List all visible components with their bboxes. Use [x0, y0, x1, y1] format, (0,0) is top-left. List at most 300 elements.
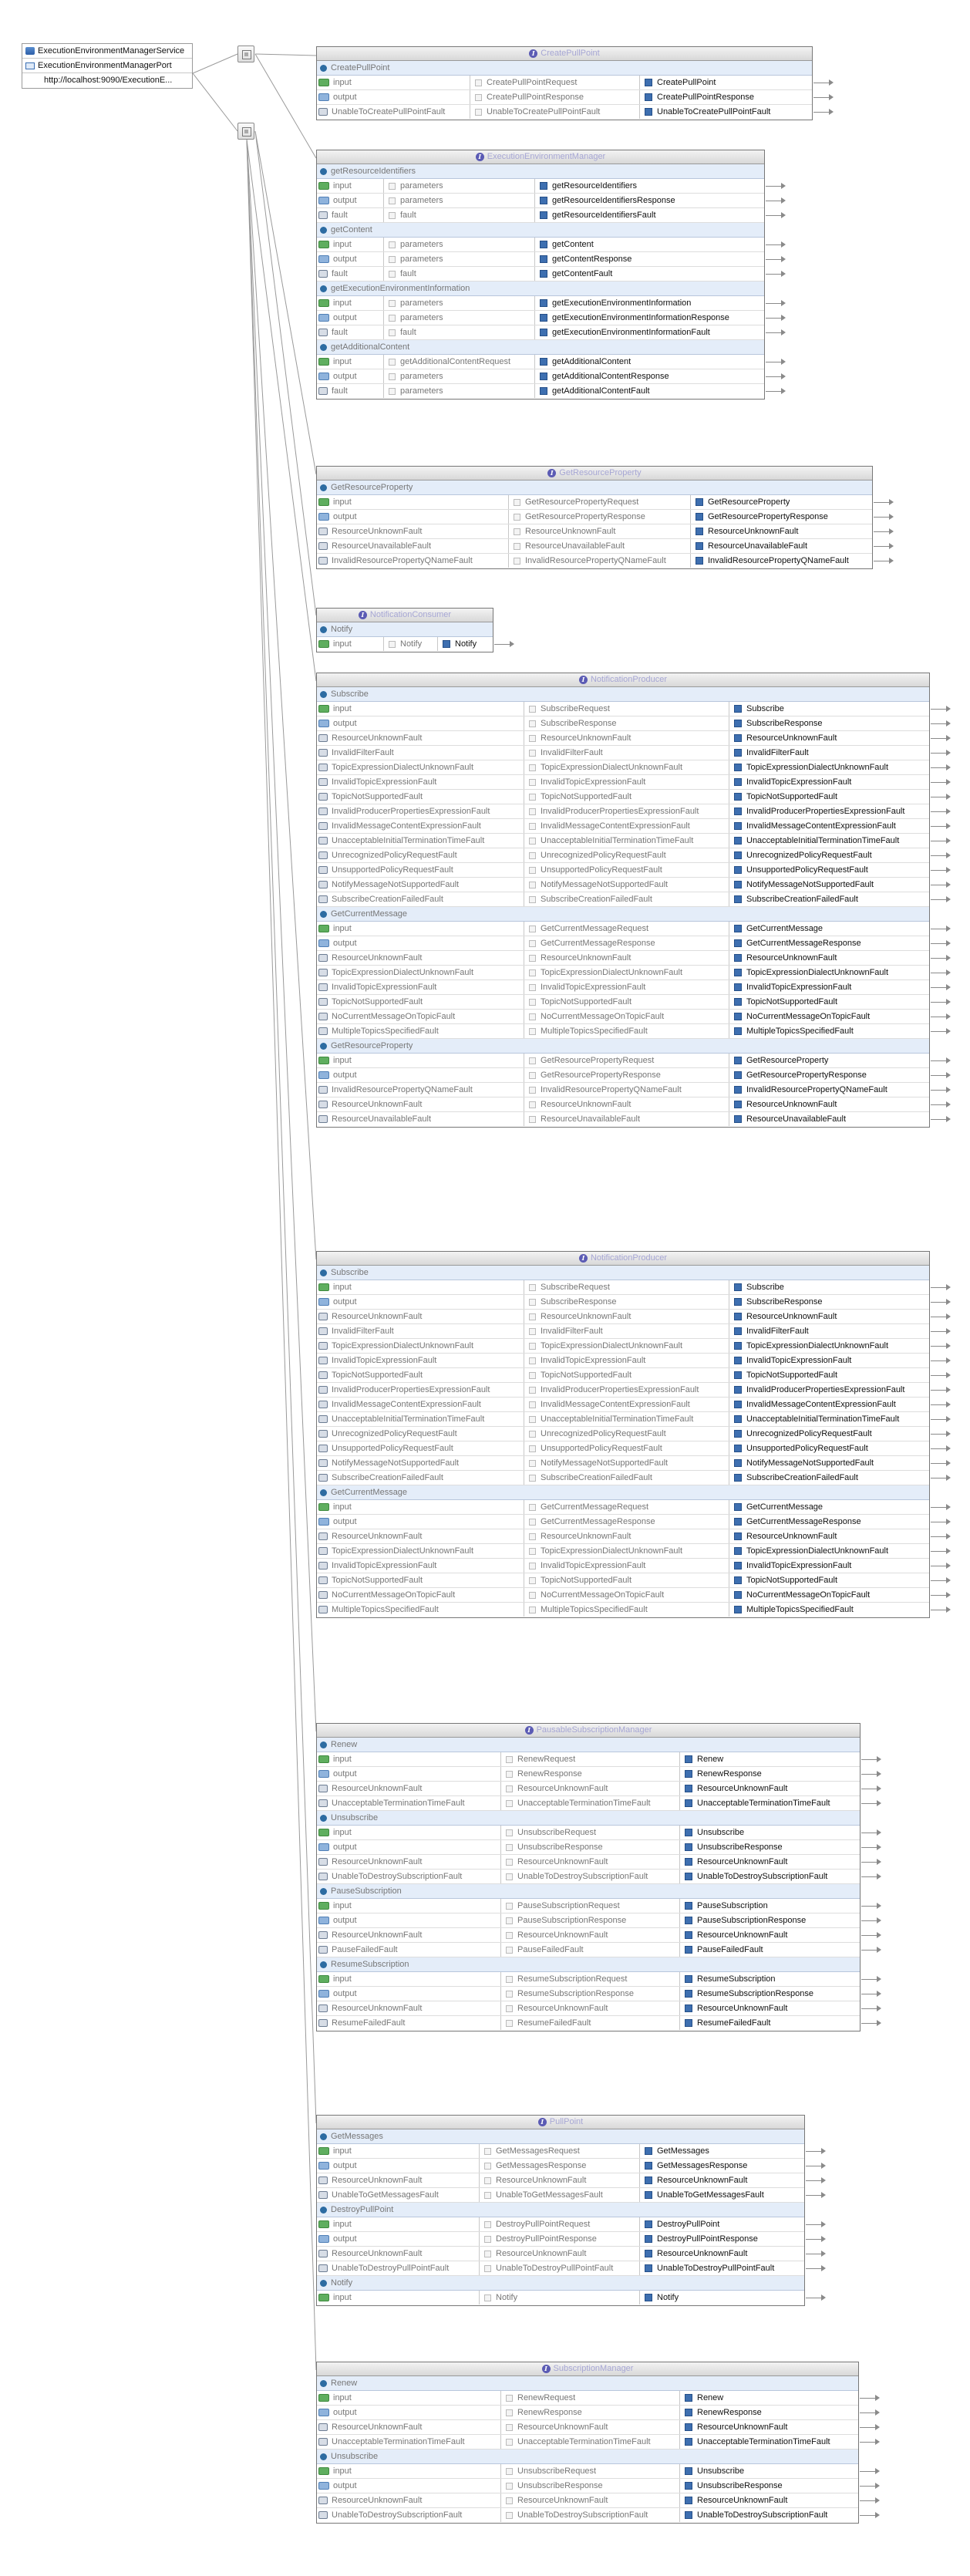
- message-row[interactable]: [317, 2173, 804, 2188]
- message-element-name: PauseFailedFault: [697, 1945, 763, 1954]
- message-row[interactable]: [317, 1083, 929, 1097]
- arrow-right-icon: [931, 1097, 951, 1111]
- message-part: [524, 775, 729, 789]
- message-row[interactable]: [317, 384, 764, 399]
- message-row[interactable]: [317, 1383, 929, 1398]
- message-row[interactable]: [317, 252, 764, 267]
- input-icon: [318, 1975, 329, 1983]
- arrow-right-icon: [861, 1855, 881, 1869]
- message-row[interactable]: [317, 2261, 804, 2276]
- input-icon: [318, 358, 329, 366]
- message-direction-label: input: [333, 704, 352, 713]
- message-row[interactable]: [317, 995, 929, 1010]
- fault-icon: [318, 1858, 328, 1866]
- fault-icon: [318, 1386, 328, 1394]
- element-icon: [540, 270, 547, 278]
- operation-name: GetMessages: [331, 2132, 383, 2141]
- message-direction: [318, 637, 382, 651]
- expand-binding-icon[interactable]: [237, 123, 254, 140]
- message-element-name: getResourceIdentifiersResponse: [552, 196, 675, 205]
- message-row[interactable]: [317, 922, 929, 936]
- message-part-name: InvalidMessageContentExpressionFault: [541, 1400, 690, 1409]
- message-element-name: getContentResponse: [552, 255, 632, 264]
- message-direction-label: TopicExpressionDialectUnknownFault: [332, 1546, 474, 1556]
- message-row[interactable]: [317, 2479, 858, 2493]
- message-element-name: UnableToDestroySubscriptionFault: [697, 2510, 828, 2520]
- message-part: [479, 2159, 639, 2173]
- message-element-name: Subscribe: [746, 1283, 784, 1292]
- message-row[interactable]: [317, 1913, 860, 1928]
- element-icon: [734, 925, 742, 932]
- operation-row[interactable]: [317, 480, 872, 495]
- element-icon: [685, 1917, 692, 1924]
- message-direction: [318, 1767, 499, 1781]
- message-part: [524, 966, 729, 979]
- message-row[interactable]: [317, 208, 764, 223]
- message-row[interactable]: [317, 105, 812, 120]
- arrow-right-icon: [766, 355, 786, 369]
- operation-row[interactable]: [317, 1884, 860, 1899]
- message-row[interactable]: [317, 2420, 858, 2435]
- element-icon: [540, 197, 547, 204]
- operation-row[interactable]: [317, 223, 764, 238]
- message-part: [500, 2406, 679, 2419]
- message-part-name: SubscribeCreationFailedFault: [541, 895, 652, 904]
- message-direction-label: UnsupportedPolicyRequestFault: [332, 865, 453, 875]
- operation-row[interactable]: [317, 2276, 804, 2291]
- element-icon: [685, 1975, 692, 1983]
- message-row[interactable]: [317, 1471, 929, 1485]
- message-row[interactable]: [317, 495, 872, 510]
- message-row[interactable]: [317, 878, 929, 892]
- element-icon: [734, 954, 742, 962]
- output-icon: [318, 1843, 329, 1851]
- fault-icon: [318, 528, 328, 535]
- fault-icon: [318, 983, 328, 991]
- message-row[interactable]: [317, 510, 872, 524]
- message-row[interactable]: [317, 1280, 929, 1295]
- message-row[interactable]: [317, 1840, 860, 1855]
- message-element: [729, 1412, 929, 1426]
- fault-icon: [318, 764, 328, 771]
- message-element: [679, 2493, 858, 2507]
- message-row[interactable]: [317, 1398, 929, 1412]
- message-row[interactable]: [317, 1024, 929, 1039]
- operation-row[interactable]: [317, 164, 764, 179]
- service-icon: [25, 47, 35, 55]
- message-part-name: UnableToCreatePullPointFault: [487, 107, 601, 116]
- message-direction: [318, 495, 507, 509]
- message-row[interactable]: [317, 267, 764, 282]
- message-row[interactable]: [317, 936, 929, 951]
- service-row[interactable]: [22, 44, 192, 59]
- message-direction: [318, 2001, 499, 2015]
- element-icon: [685, 2511, 692, 2519]
- message-part-name: ResourceUnavailableFault: [541, 1114, 641, 1124]
- message-row[interactable]: [317, 2291, 804, 2305]
- message-row[interactable]: [317, 2144, 804, 2159]
- message-part-icon: [529, 1087, 536, 1094]
- message-element: [534, 267, 764, 281]
- message-direction-label: InvalidProducerPropertiesExpressionFault: [332, 807, 490, 816]
- message-row[interactable]: [317, 702, 929, 716]
- message-row[interactable]: [317, 1310, 929, 1324]
- operation-row[interactable]: [317, 2203, 804, 2217]
- message-row[interactable]: [317, 2016, 860, 2031]
- message-row[interactable]: [317, 966, 929, 980]
- message-part: [524, 702, 729, 716]
- operation-row[interactable]: [317, 1485, 929, 1500]
- message-part-name: UnableToDestroySubscriptionFault: [517, 1872, 648, 1881]
- service-box: [22, 43, 193, 89]
- operation-icon: [320, 626, 327, 633]
- address-row[interactable]: [22, 73, 192, 88]
- message-row[interactable]: [317, 2232, 804, 2247]
- message-row[interactable]: [317, 1529, 929, 1544]
- fault-icon: [318, 1946, 328, 1954]
- message-part-name: TopicNotSupportedFault: [541, 997, 632, 1006]
- message-row[interactable]: [317, 1987, 860, 2001]
- message-element: [679, 1972, 860, 1986]
- operation-row[interactable]: [317, 1811, 860, 1826]
- porttype-header[interactable]: [317, 2116, 804, 2129]
- message-direction-label: MultipleTopicsSpecifiedFault: [332, 1605, 439, 1614]
- message-direction-label: TopicNotSupportedFault: [332, 997, 423, 1006]
- message-row[interactable]: [317, 2247, 804, 2261]
- message-row[interactable]: [317, 179, 764, 194]
- message-row[interactable]: [317, 1068, 929, 1083]
- message-element-name: ResourceUnknownFault: [746, 1312, 837, 1321]
- message-row[interactable]: [317, 790, 929, 804]
- arrow-right-icon: [494, 637, 514, 651]
- message-row[interactable]: [317, 804, 929, 819]
- message-row[interactable]: [317, 2391, 858, 2406]
- message-element: [534, 296, 764, 310]
- message-part-name: SubscribeRequest: [541, 1283, 610, 1292]
- message-part: [524, 804, 729, 818]
- input-icon: [318, 705, 329, 713]
- element-icon: [734, 1057, 742, 1064]
- message-direction: [318, 1024, 522, 1038]
- message-direction: [318, 2232, 477, 2246]
- operation-row[interactable]: [317, 687, 929, 702]
- message-direction: [318, 1010, 522, 1023]
- message-row[interactable]: [317, 311, 764, 325]
- message-row[interactable]: [317, 1826, 860, 1840]
- message-part: [383, 194, 534, 207]
- message-part-icon: [506, 2497, 513, 2504]
- element-icon: [443, 640, 450, 648]
- operation-row[interactable]: [317, 1738, 860, 1752]
- message-element-name: UnacceptableInitialTerminationTimeFault: [746, 1414, 900, 1424]
- message-direction-label: output: [333, 196, 357, 205]
- message-part-icon: [529, 1460, 536, 1467]
- arrow-right-icon: [931, 936, 951, 950]
- message-row[interactable]: [317, 1544, 929, 1559]
- porttype-header[interactable]: [317, 1724, 860, 1738]
- element-icon: [685, 1799, 692, 1807]
- output-icon: [318, 1917, 329, 1924]
- porttype-header[interactable]: [317, 1252, 929, 1266]
- fault-icon: [318, 2511, 328, 2519]
- element-icon: [734, 1430, 742, 1438]
- message-row[interactable]: [317, 2493, 858, 2508]
- porttype-title: ExecutionEnvironmentManager: [487, 152, 606, 161]
- message-row[interactable]: [317, 2464, 858, 2479]
- message-direction: [318, 1899, 499, 1913]
- element-icon: [645, 2220, 652, 2228]
- message-row[interactable]: [317, 1456, 929, 1471]
- output-icon: [318, 2162, 329, 2170]
- message-row[interactable]: [317, 1928, 860, 1943]
- message-row[interactable]: [317, 1324, 929, 1339]
- message-part: [479, 2217, 639, 2231]
- message-direction-label: output: [333, 2161, 357, 2170]
- message-part: [383, 311, 534, 325]
- message-direction: [318, 995, 522, 1009]
- operation-row[interactable]: [317, 622, 493, 637]
- element-icon: [734, 1027, 742, 1035]
- arrow-right-icon: [931, 1054, 951, 1067]
- operation-row[interactable]: [317, 1039, 929, 1054]
- message-direction: [318, 2016, 499, 2030]
- message-direction: [318, 951, 522, 965]
- message-row[interactable]: [317, 951, 929, 966]
- message-row[interactable]: [317, 1500, 929, 1515]
- message-part-name: SubscribeCreationFailedFault: [541, 1473, 652, 1482]
- element-icon: [685, 2004, 692, 2012]
- message-row[interactable]: [317, 554, 872, 568]
- message-row[interactable]: [317, 834, 929, 848]
- message-element: [534, 194, 764, 207]
- message-part: [524, 1500, 729, 1514]
- message-direction-label: fault: [332, 328, 348, 337]
- message-element: [534, 384, 764, 398]
- message-direction: [318, 1068, 522, 1082]
- message-row[interactable]: [317, 76, 812, 90]
- porttype-box: [316, 673, 930, 1128]
- message-row[interactable]: [317, 1559, 929, 1573]
- message-part-icon: [529, 1577, 536, 1584]
- operation-row[interactable]: [317, 282, 764, 296]
- message-row[interactable]: [317, 1855, 860, 1870]
- message-row[interactable]: [317, 1972, 860, 1987]
- message-row[interactable]: [317, 775, 929, 790]
- message-row[interactable]: [317, 2159, 804, 2173]
- message-part-name: ResourceUnknownFault: [517, 2496, 608, 2505]
- porttype-header[interactable]: [317, 467, 872, 480]
- message-part: [470, 105, 639, 119]
- output-icon: [318, 939, 329, 947]
- message-part-icon: [506, 1947, 513, 1954]
- fault-icon: [318, 1799, 328, 1807]
- message-row[interactable]: [317, 1870, 860, 1884]
- message-part-name: ResourceUnknownFault: [541, 1100, 632, 1109]
- message-part-name: parameters: [400, 240, 443, 249]
- message-row[interactable]: [317, 1368, 929, 1383]
- porttype-header[interactable]: [317, 2362, 858, 2376]
- output-icon: [318, 1770, 329, 1778]
- message-row[interactable]: [317, 1899, 860, 1913]
- message-row[interactable]: [317, 325, 764, 340]
- fault-icon: [318, 542, 328, 550]
- operation-row[interactable]: [317, 1266, 929, 1280]
- message-row[interactable]: [317, 848, 929, 863]
- message-part-name: InvalidTopicExpressionFault: [541, 777, 646, 787]
- message-element: [729, 1515, 929, 1529]
- message-element-name: CreatePullPointResponse: [657, 93, 754, 102]
- message-row[interactable]: [317, 369, 764, 384]
- message-part-icon: [484, 2251, 491, 2257]
- message-part-name: InvalidProducerPropertiesExpressionFault: [541, 807, 699, 816]
- fault-icon: [318, 1342, 328, 1350]
- arrow-right-icon: [931, 1603, 951, 1617]
- message-part-name: ResourceUnknownFault: [517, 2004, 608, 2013]
- message-element-name: RenewResponse: [697, 2408, 762, 2417]
- message-part-icon: [506, 2483, 513, 2490]
- porttype-box: [316, 608, 493, 652]
- message-part-name: ResourceUnknownFault: [496, 2249, 587, 2258]
- message-part-icon: [529, 882, 536, 888]
- message-row[interactable]: [317, 1295, 929, 1310]
- message-part: [500, 2420, 679, 2434]
- message-part: [524, 892, 729, 906]
- element-icon: [734, 705, 742, 713]
- message-row[interactable]: [317, 1515, 929, 1529]
- message-row[interactable]: [317, 716, 929, 731]
- message-row[interactable]: [317, 760, 929, 775]
- message-direction: [318, 848, 522, 862]
- message-row[interactable]: [317, 194, 764, 208]
- message-direction: [318, 208, 382, 222]
- message-part-icon: [389, 183, 396, 190]
- message-row[interactable]: [317, 539, 872, 554]
- message-row[interactable]: [317, 1412, 929, 1427]
- message-part: [508, 495, 690, 509]
- message-row[interactable]: [317, 2188, 804, 2203]
- message-direction: [318, 90, 468, 104]
- message-direction-label: output: [333, 1989, 357, 1998]
- porttype-header[interactable]: [317, 150, 764, 164]
- element-icon: [734, 749, 742, 757]
- message-row[interactable]: [317, 1427, 929, 1441]
- message-row[interactable]: [317, 1097, 929, 1112]
- operation-row[interactable]: [317, 1957, 860, 1972]
- operation-row[interactable]: [317, 907, 929, 922]
- message-direction: [318, 1295, 522, 1309]
- arrow-right-icon: [861, 1752, 881, 1766]
- message-part-icon: [506, 1800, 513, 1807]
- operation-row[interactable]: [317, 2450, 858, 2464]
- message-part-name: DestroyPullPointRequest: [496, 2220, 591, 2229]
- message-part-name: RenewResponse: [517, 1769, 582, 1779]
- message-part-name: getAdditionalContentRequest: [400, 357, 511, 366]
- message-row[interactable]: [317, 863, 929, 878]
- message-row[interactable]: [317, 1796, 860, 1811]
- message-direction-label: output: [333, 2408, 357, 2417]
- message-row[interactable]: [317, 2001, 860, 2016]
- message-part-name: ResourceUnknownFault: [496, 2176, 587, 2185]
- operation-row[interactable]: [317, 2129, 804, 2144]
- operation-name: Subscribe: [331, 1268, 369, 1277]
- message-row[interactable]: [317, 1752, 860, 1767]
- message-row[interactable]: [317, 524, 872, 539]
- message-row[interactable]: [317, 2406, 858, 2420]
- message-row[interactable]: [317, 1588, 929, 1603]
- message-row[interactable]: [317, 238, 764, 252]
- operation-icon: [320, 2453, 327, 2460]
- element-icon: [734, 1086, 742, 1094]
- message-part: [500, 2479, 679, 2493]
- message-part-icon: [506, 2424, 513, 2431]
- message-row[interactable]: [317, 2435, 858, 2450]
- message-row[interactable]: [317, 296, 764, 311]
- operation-row[interactable]: [317, 2376, 858, 2391]
- message-row[interactable]: [317, 1782, 860, 1796]
- message-row[interactable]: [317, 1573, 929, 1588]
- message-row[interactable]: [317, 2217, 804, 2232]
- message-row[interactable]: [317, 1767, 860, 1782]
- message-row[interactable]: [317, 1010, 929, 1024]
- operation-name: Notify: [331, 2278, 353, 2288]
- message-element: [729, 1339, 929, 1353]
- message-part-icon: [529, 1387, 536, 1394]
- message-part-name: RenewResponse: [517, 2408, 582, 2417]
- message-row[interactable]: [317, 731, 929, 746]
- message-direction: [318, 834, 522, 848]
- message-direction: [318, 1441, 522, 1455]
- message-row[interactable]: [317, 1943, 860, 1957]
- message-element-name: InvalidTopicExpressionFault: [746, 1356, 852, 1365]
- message-row[interactable]: [317, 980, 929, 995]
- message-part-name: ResumeSubscriptionRequest: [517, 1974, 628, 1984]
- operation-row[interactable]: [317, 340, 764, 355]
- message-part-name: GetMessagesRequest: [496, 2146, 580, 2156]
- message-row[interactable]: [317, 90, 812, 105]
- message-row[interactable]: [317, 637, 493, 652]
- message-part: [524, 995, 729, 1009]
- message-part: [524, 936, 729, 950]
- arrow-right-icon: [931, 819, 951, 833]
- message-element: [729, 702, 929, 716]
- operation-row[interactable]: [317, 61, 812, 76]
- message-row[interactable]: [317, 1603, 929, 1617]
- message-row[interactable]: [317, 1054, 929, 1068]
- expand-binding-icon[interactable]: [237, 46, 254, 62]
- message-row[interactable]: [317, 355, 764, 369]
- message-row[interactable]: [317, 1354, 929, 1368]
- input-icon: [318, 1755, 329, 1763]
- porttype-header[interactable]: [317, 47, 812, 61]
- message-row[interactable]: [317, 2508, 858, 2523]
- message-part-name: TopicNotSupportedFault: [541, 792, 632, 801]
- message-row[interactable]: [317, 819, 929, 834]
- porttype-header[interactable]: [317, 609, 493, 622]
- message-element: [729, 1010, 929, 1023]
- port-row[interactable]: [22, 59, 192, 73]
- message-element: [639, 2159, 804, 2173]
- arrow-right-icon: [806, 2232, 826, 2246]
- message-part-icon: [475, 109, 482, 116]
- porttype-header[interactable]: [317, 673, 929, 687]
- message-element-name: UnableToDestroySubscriptionFault: [697, 1872, 828, 1881]
- message-element: [729, 1471, 929, 1485]
- message-row[interactable]: [317, 746, 929, 760]
- message-row[interactable]: [317, 1112, 929, 1127]
- message-row[interactable]: [317, 892, 929, 907]
- message-row[interactable]: [317, 1441, 929, 1456]
- message-row[interactable]: [317, 1339, 929, 1354]
